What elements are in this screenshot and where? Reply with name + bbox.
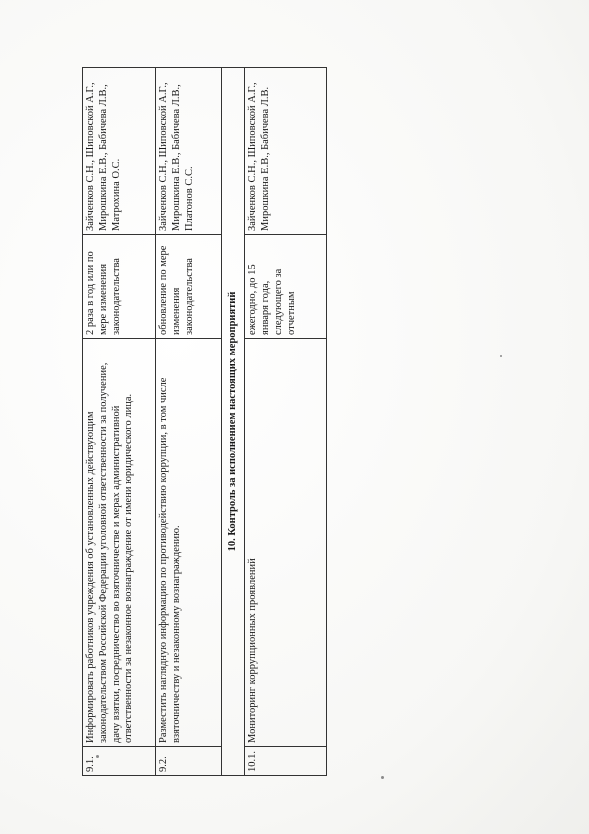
measure-text: Информировать работников учреждения об установленных действующим законодательством Российской Федерации уголовной ответственности за получение, дачу взятки, посредничество во взяточничестве и мерах административной ответственности за незаконное вознаграждение от имени юридического лица. (83, 339, 156, 747)
section-heading-row (221, 68, 245, 776)
responsible-persons: Зайченков С.Н., Шиповской А.Г., Мирошкина Е.В., Бабичева Л.В., Платонов С.С. (156, 68, 221, 235)
measure-text: Разместить наглядную информацию по противодействию коррупции, в том числе взяточничеству и незаконному вознаграждению. (156, 339, 221, 747)
measures-table (82, 67, 327, 776)
table-row (83, 68, 156, 776)
responsible-persons: Зайченков С.Н., Шиповской А.Г., Мирошкина Е.В., Бабичева Л.В., Матрохина О.С. (83, 68, 156, 235)
section-title: 10. Контроль за исполнением настоящих мероприятий (221, 68, 245, 776)
deadline-text: обновление по мере изменения законодательства (156, 235, 221, 339)
deadline-text: 2 раза в год или по мере изменения законодательства (83, 235, 156, 339)
responsible-persons: Зайченков С.Н., Шиповской А.Г., Мирошкина Е.В., Бабичева Л.В. (245, 68, 327, 235)
deadline-text: ежегодно, до 15 января года, следующего за отчетным (245, 235, 327, 339)
scan-speck (381, 776, 384, 779)
measure-text: Мониторинг коррупционных проявлений (245, 339, 327, 747)
table-row (245, 68, 327, 776)
scan-speck (500, 355, 502, 357)
rotated-table-container (82, 68, 327, 776)
row-number: 10.1. (245, 747, 327, 776)
table-row (156, 68, 221, 776)
row-number: 9.2. (156, 747, 221, 776)
row-number: 9.1. (83, 747, 156, 776)
